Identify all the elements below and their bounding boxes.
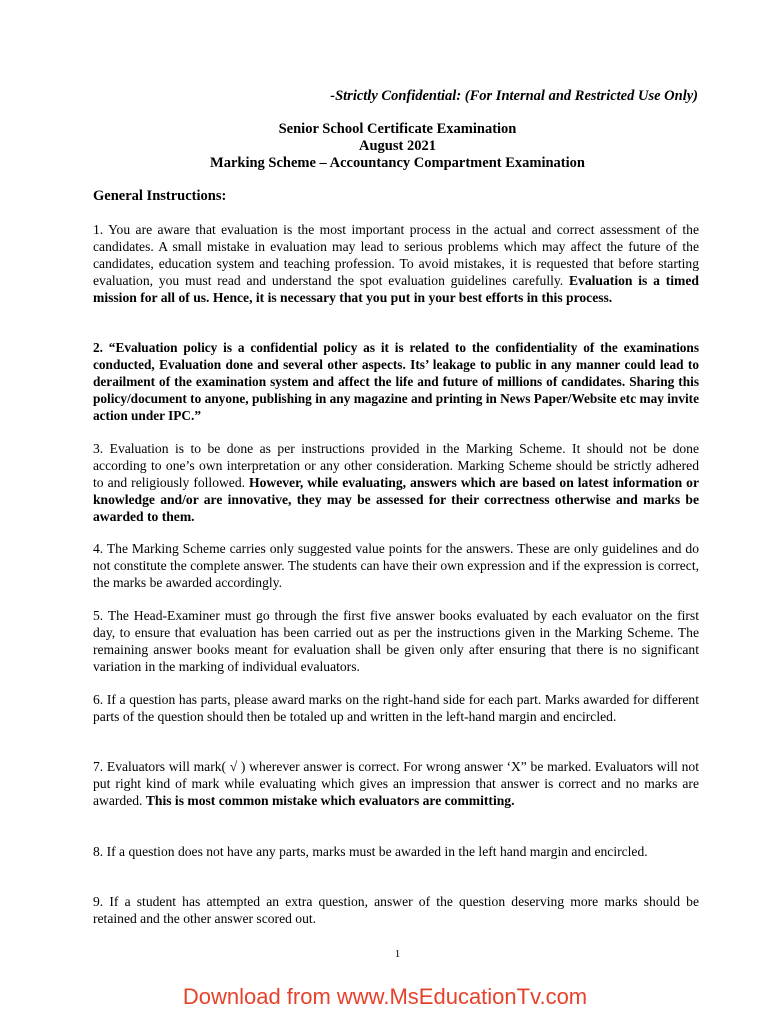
instruction-text: 9. If a student has attempted an extra question, answer of the question deserving more marks should be retained and the other answer scored out.	[93, 894, 699, 926]
instruction-text: 5. The Head-Examiner must go through the first five answer books evaluated by each evaluator on the first day, to ensure that evaluation has been carried out as per the instructions given in the Marking Scheme. The remaining answer books meant for evaluation shall be given only after ensuring that there is no significant variation in the marking of individual evaluators.	[93, 608, 699, 674]
instruction-emphasis: This is most common mistake which evaluators are committing.	[145, 792, 515, 808]
exam-session: August 2021	[359, 138, 436, 154]
instruction-text: 7. Evaluators will mark( √ ) wherever answer is correct. For wrong answer ‘X” be marked. Evaluators will not put right kind of mark while evaluating which gives an impression that answer is correct and no marks are awarded.	[93, 759, 699, 808]
instruction-text: 8. If a question does not have any parts, marks must be awarded in the left hand margin and encircled.	[93, 844, 648, 859]
instruction-emphasis: Evaluation is a timed mission for all of us. Hence, it is necessary that you put in your best efforts in this process.	[93, 272, 699, 305]
instruction-text: 6. If a question has parts, please award marks on the right-hand side for each part. Marks awarded for different parts of the question should then be totaled up and written in the left-hand margin and encircled.	[93, 692, 699, 724]
instruction-emphasis: 2. “Evaluation policy is a confidential policy as it is related to the confidentiality of the examinations conducted, Evaluation done and several other aspects. Its’ leakage to public in any manner could lead to derailment of the examination system and affect the life and future of millions of candidates. Sharing this policy/document to anyone, publishing in any magazine and printing in News Paper/Website etc may invite action under IPC.”	[93, 340, 699, 423]
instruction-paragraph	[93, 608, 699, 676]
instruction-paragraph	[93, 541, 699, 592]
general-instructions-heading: General Instructions:	[93, 188, 227, 204]
instruction-emphasis: However, while evaluating, answers which are based on latest information or knowledge and/or are innovative, they may be assessed for their correctness otherwise and marks be awarded to them.	[93, 474, 699, 524]
instruction-paragraph	[93, 692, 699, 726]
scheme-title: Marking Scheme – Accountancy Compartment Examination	[210, 155, 585, 171]
page-number: 1	[394, 948, 401, 960]
instruction-paragraph	[93, 759, 699, 810]
document-header	[0, 121, 770, 172]
instruction-paragraph	[93, 340, 699, 425]
confidential-notice: -Strictly Confidential: (For Internal and Restricted Use Only)	[330, 88, 698, 104]
instruction-paragraph	[93, 222, 699, 307]
instruction-text: 3. Evaluation is to be done as per instructions provided in the Marking Scheme. It should not be done according to one’s own interpretation or any other consideration. Marking Scheme should be strictly adhered to and religiously followed.	[93, 441, 699, 490]
instruction-text: 1. You are aware that evaluation is the most important process in the actual and correct assessment of the candidates. A small mistake in evaluation may lead to serious problems which may affect the future of the candidates, education system and teaching profession. To avoid mistakes, it is requested that before starting evaluation, you must read and understand the spot evaluation guidelines carefully.	[93, 222, 699, 288]
instruction-text: 4. The Marking Scheme carries only suggested value points for the answers. These are only guidelines and do not constitute the complete answer. The students can have their own expression and if the expression is correct, the marks be awarded accordingly.	[93, 541, 699, 590]
exam-title: Senior School Certificate Examination	[278, 121, 517, 137]
instruction-paragraph	[93, 894, 699, 928]
instruction-paragraph	[93, 844, 699, 861]
download-link[interactable]: Download from www.MsEducationTv.com	[182, 984, 588, 1009]
instruction-paragraph	[93, 441, 699, 526]
